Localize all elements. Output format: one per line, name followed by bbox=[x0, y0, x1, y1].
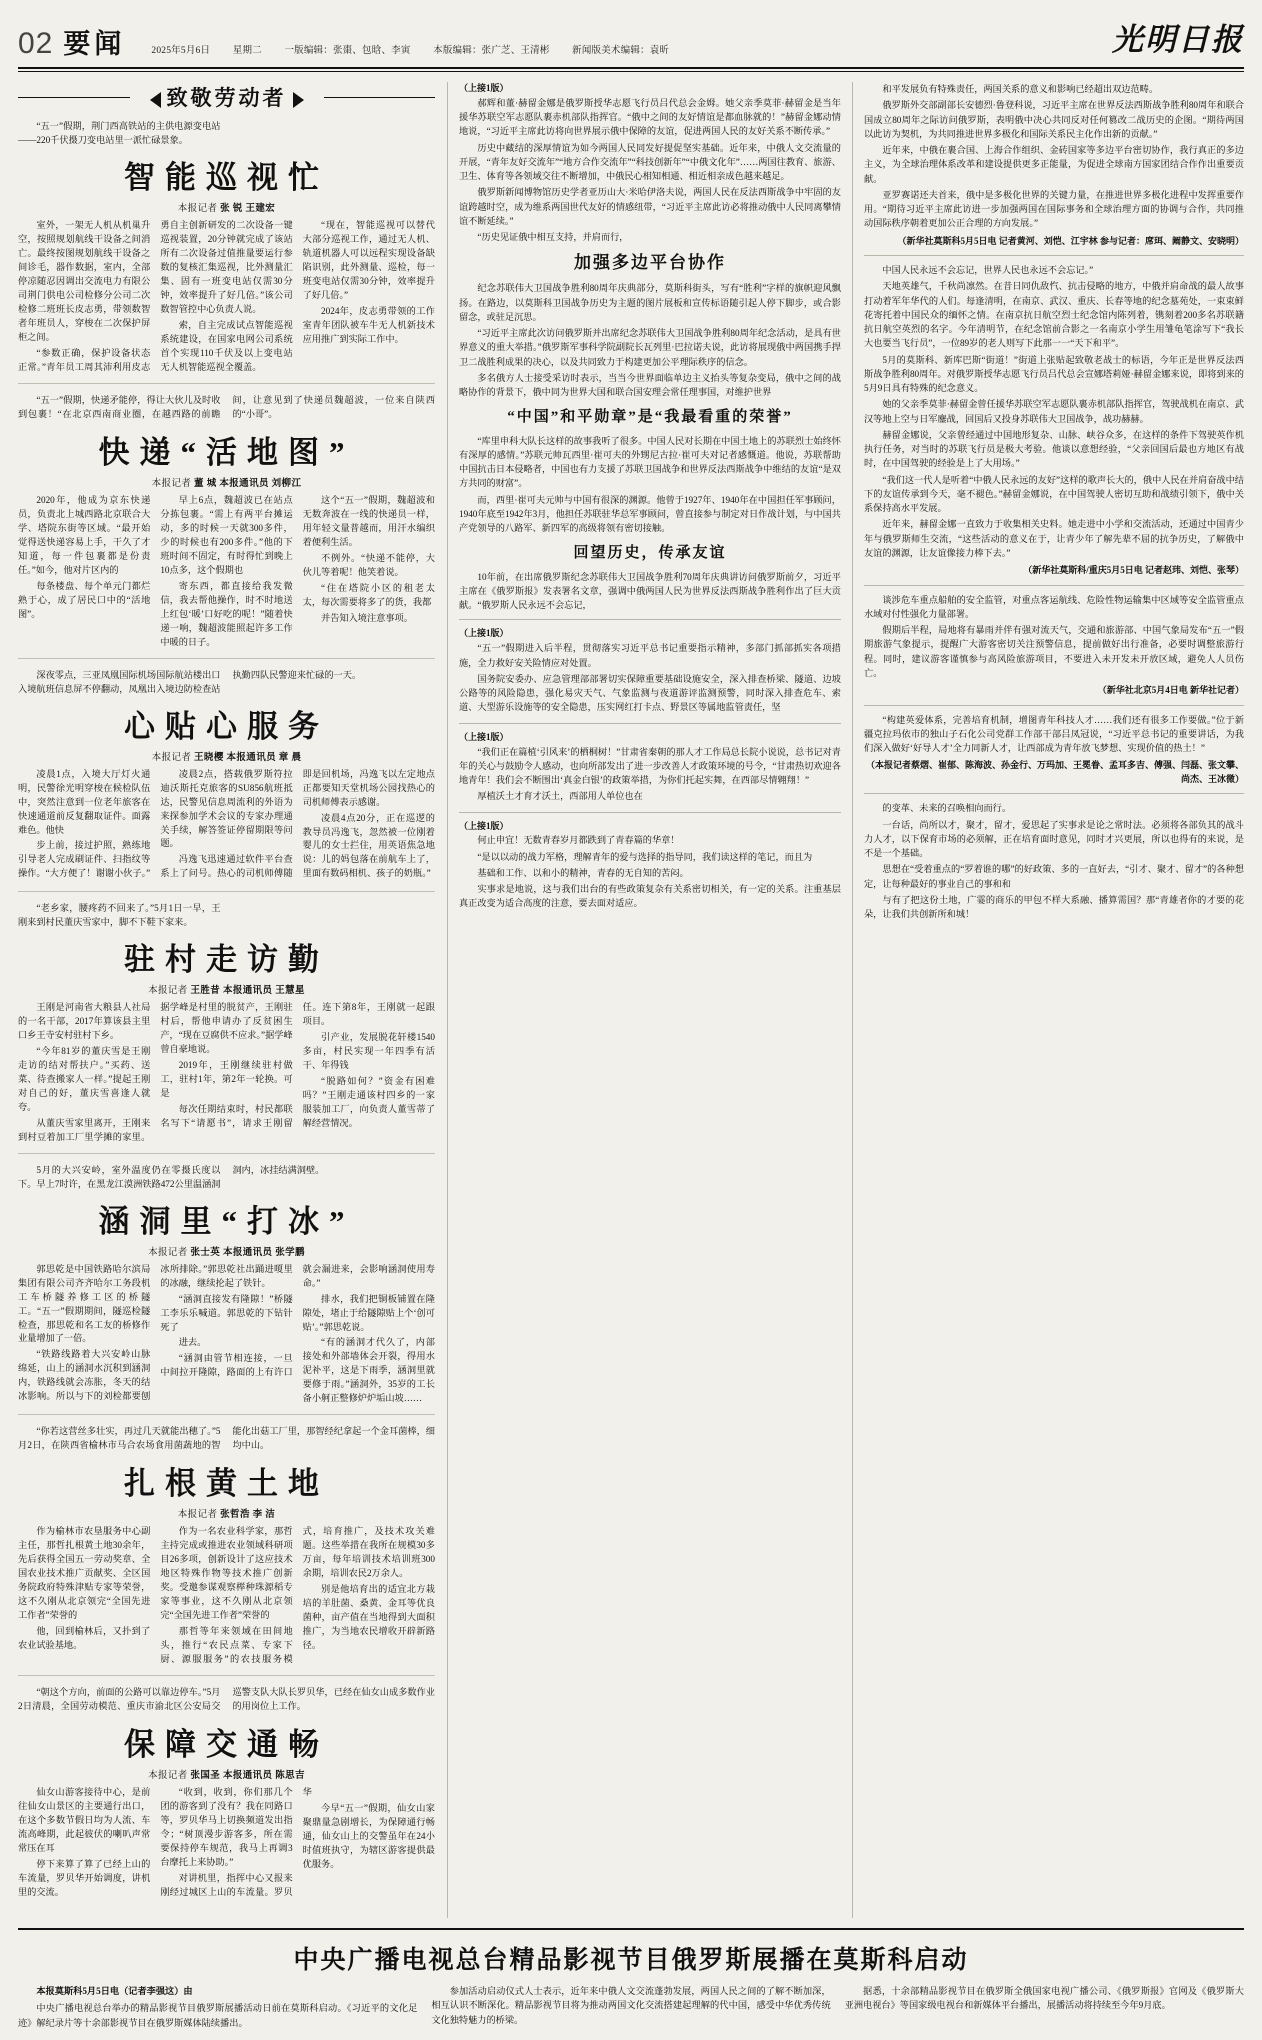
masthead-meta bbox=[151, 42, 689, 61]
column-middle bbox=[448, 82, 853, 1918]
article-kicker: “朝这个方向，前面的公路可以靠边停车。”5月2日清晨，全国劳动模范、重庆市渝北区公安局交巡警支队大队长罗贝华，已经在仙女山成多数作业的用岗位上工作。 bbox=[18, 1687, 435, 1712]
article-body bbox=[864, 263, 1244, 560]
byline-names: 张士英 本报通讯员 张学鹏 bbox=[190, 1247, 305, 1258]
article-paragraph: 今早“五一”假期，仙女山家聚鼎量急剧增长，为保障通行畅通，仙女山上的交警虽年在24小时值班执守，为辖区游客提供最优服务。 bbox=[302, 1803, 435, 1870]
article-byline bbox=[18, 982, 435, 996]
article-paragraph: 近年来，赫留金娜一直致力于收集相关史料。她走进中小学和交流活动，还通过中国青少年与俄罗斯师生交流，“这些活动的意义在于，让青少年了解先辈不屈的抗争历史，了解俄中友谊的渊源，让友谊像接力棒下去。” bbox=[864, 519, 1244, 558]
article-byline bbox=[18, 1244, 435, 1258]
article-byline bbox=[18, 200, 435, 214]
article-body bbox=[18, 494, 435, 650]
publish-date: 2025年5月6日 bbox=[151, 46, 211, 56]
article-paragraph: “我们正在篇植‘引风来’的栖桐树！”甘肃省秦朝的那人才工作局总长院小说说，总书记对青年的关心与鼓励令人感动，也向所部发出了进一步改善人才政策环境的号令，“甘肃热切欢迎各地青年！我们会不断围出‘真金白银’的政策举措，为你们托起实舞，在西部尽情翱翔！” bbox=[459, 746, 841, 785]
article-paragraph: 排水，我们把铜板铺置在隆隙处，堵止于给隧隙贴上个‘创可贴’。”郭思乾说。 bbox=[302, 1293, 435, 1332]
article-paragraph: “涵洞由管节相连接，一旦中间拉开隆隙，路面的上有许口就会漏进来，会影响涵洞使用寿命。” bbox=[160, 1263, 435, 1378]
article-paragraph: 停下来算了算了已经上山的车流量，罗贝华开始调度，讲机里的交流。 bbox=[18, 1859, 151, 1898]
feature-byline bbox=[18, 1984, 417, 1998]
article-kicker-wrap bbox=[18, 120, 435, 148]
section-title: 要闻 bbox=[63, 29, 126, 59]
article-paragraph: 冯逸飞迅速通过软件平台查系上了问号。热心的司机师傅随即是回机场，冯逸飞以左定地点正都要知天堂机场公园找热心的司机师傅表示感谢。 bbox=[160, 768, 435, 879]
article-paragraph: 从董庆雪家里离开，王刚来到村豆着加工厂里学摊的家里。据学峰是村里的脱贫产，王刚驻村后，帮他申请办了反贫困生产，“现在豆腐供不应求。”据学峰曾自豪地说。 bbox=[18, 1001, 293, 1142]
feature-byline-text: 本报莫斯科5月5日电（记者李强这）由 bbox=[36, 1986, 193, 1997]
byline-role: 本报记者 bbox=[148, 1771, 188, 1782]
article-body bbox=[18, 768, 435, 883]
article-paragraph: 多名俄方人士接受采访时表示，当当今世界面临单边主义抬头等复杂变局，俄中之间的战略协作的背景下，俄中同为世界大国和联合国安理会常任理事国，对维护世界 bbox=[459, 372, 841, 398]
article-paragraph: “构建英爱体系，完善培育机制，增图青年科技人才……我们还有很多工作要做。”位于新疆克拉玛依市的独山子石化公司党群工作部干部吕凤冠说，“习近平总书记的重要讲话，为我们深入做好‘好导人才’全力同新人才，让西部成为青年放飞梦想、实现价值的热土！” bbox=[864, 714, 1244, 753]
article-paragraph: 基础和工作、以和小的精神，青春的无自知的苦闷。 bbox=[477, 867, 689, 878]
article-paragraph: 俄罗斯新闻博物馆历史学者亚历山大·米哈伊洛夫说，两国人民在反法西斯战争中牢固的友谊跨越时空，成为维系两国世代友好的情感纽带，“习近平主席此访必将推动俄中人民同离攀情谊不断延续。” bbox=[459, 187, 841, 226]
article-paragraph: 2020年，他成为京东快递员，负责北上城西路北京联合大学、塔院东街等区域。“最开始觉得送快递容易上手，干久了才知道，每一件包裹都是份责任。”如今，他对片区内的 bbox=[18, 494, 151, 575]
article-paragraph: 步上前，接过护照，熟练地引导老人完成刷证件、扫指纹等操作。“大方便了！谢谢小伙子。” bbox=[18, 840, 151, 879]
article-paragraph: 凌晨2点，搭载俄罗斯符拉迪沃斯托克旅客的SU856航班抵达，民警见信息周流利的外语为来探参加学术会议的专家办理通关手续，解答签证停留期限等问题。 bbox=[160, 768, 293, 849]
article-signature: （新华社莫斯科/重庆5月5日电 记者赵玮、刘恺、张琴） bbox=[1023, 565, 1244, 575]
continuation-block bbox=[459, 627, 841, 714]
masthead-rule bbox=[18, 71, 1244, 72]
article-paragraph: “是以以动的战力军格，理解青年的爱与选择的指导同，我们读这样的笔记，而且为 bbox=[477, 851, 813, 862]
byline-names: 王晓樱 本报通讯员 章 晨 bbox=[194, 752, 302, 763]
article-paragraph: “习近平主席此次访问俄罗斯并出席纪念苏联伟大卫国战争胜利80周年纪念活动，是具有世界意义的重大举措。”俄罗斯军事科学院副院长瓦列里·巴拉诺夫说，此访将展现俄中两国携手捍卫二战胜利成果的决心，以及共同致力于构建更加公平理际秩序的信念。 bbox=[459, 328, 841, 367]
article-signature: （本报记者蔡熠、崔郁、陈海波、孙金行、万玛加、王冕眷、孟耳多吉、傅强、闫磊、张文攀、尚杰、王冰微） bbox=[865, 760, 1244, 784]
article bbox=[18, 1686, 435, 1908]
masthead bbox=[18, 14, 1244, 69]
divider bbox=[864, 705, 1244, 706]
article-title: 快递“活地图” bbox=[98, 434, 355, 470]
article-paragraph: 而，西里·崔可夫元帅与中国有很深的渊源。他曾于1927年、1940年在中国担任军事顾问，1940年底至1942年3月，他担任苏联驻华总军事顾问，曾直接参与制定对日作战计划，与中国共产党领导的八路军、新四军的高级将领有密切接触。 bbox=[459, 494, 841, 534]
article-kicker-wrap bbox=[18, 1686, 435, 1715]
article-body bbox=[864, 82, 1244, 231]
divider bbox=[459, 619, 841, 620]
weekday: 星期二 bbox=[232, 46, 262, 56]
article-paragraph: 实事求是地说，这与我们出台的有些政策复杂有关系密切相关，有一定的关系。注重基层真正改变为适合高度的注意，要去面对适应。 bbox=[459, 884, 841, 909]
article-paragraph: 何止申宜！无数青春岁月都跌到了青春篇的华章！ bbox=[477, 835, 680, 846]
article-paragraph: 作为一名农业科学家，那哲主持完成或推进农业领域科研项目26多项，创新设计了这应技术地区特殊作物等技术推广创新奖。受邀参谋观察榉种珠源稻专家等事业，这不久刚从北京领完“全国先进工作者”荣誉的 bbox=[160, 1526, 293, 1621]
article-kicker-wrap bbox=[18, 1164, 435, 1192]
article-paragraph: “今年81岁的董庆雪是王刚走访的结对帮扶户。”买药、送菜、待查搬家人一样。”提起王刚对自己的好，董庆雪喜逢人就夸。 bbox=[18, 1045, 151, 1112]
article-title: 心贴心服务 bbox=[124, 708, 329, 744]
article-paragraph: 5月的莫斯科、新库巴斯“街道！”街道上张贴起致敬老战士的标语，今年正是世界反法西斯战争胜利80周年。对俄罗斯授华志愿飞行员吕代总会宣娜塔莉娅·赫留金娜来说，即将到来的5月9日具有特殊的纪念意义。 bbox=[864, 354, 1244, 393]
editor-section: 本版编辑：张广芝、王清彬 bbox=[433, 46, 550, 56]
article-paragraph: 郭思乾是中国铁路哈尔滨局集团有限公司齐齐哈尔工务段机工车桥隧养修工区的桥隧工。“五一”假期期间，隧巡检隧检查，那思乾和名工友的桥修作业量增加了一倍。 bbox=[18, 1263, 151, 1344]
article-paragraph: 和平发展负有特殊责任，两国关系的意义和影响已经超出双边范畴。 bbox=[882, 84, 1159, 94]
article-paragraph: “铁路线路着大兴安岭山脉绵延，山上的涵洞水沉积到涵洞内，铁路线就会冻胀，冬天的结冰影响。所以与下的刘检都要刨冰所排除。”郭思乾社出踊进嗄里的冰融，继续抡起了铁针。 bbox=[18, 1263, 293, 1402]
article-kicker: “老乡家，腰疼药不回来了。”5月1日一早，王刚来到村民董庆雪家中，脚不下鞋下家来。 bbox=[18, 902, 221, 927]
article-paragraph: 引产业，发展脱花轩楼1540多亩，村民实现一年四季有活干、年得钱 bbox=[302, 1031, 435, 1070]
article-signature: （新华社北京5月4日电 新华社记者） bbox=[1097, 685, 1244, 695]
article-paragraph: 凌晨1点，入境大厅灯火通明，民警徐光明穿梭在候检队伍中，突然注意到一位老年旅客在快速通道前反复翻取证件。面露难色。他快 bbox=[18, 768, 151, 835]
article-kicker: 深夜零点，三亚凤凰国际机场国际航站楼出口入境航班信息屏不停翻动，凤凰出入境边防检查站执勤四队民警迎来忙碌的一天。 bbox=[18, 669, 362, 694]
article-paragraph: 中央广播电视总台举办的精品影视节目俄罗斯展播活动日前在莫斯科启动。《习近平的文化足迹》解纪录片等十余部影视节目在俄罗斯媒体陆续播出。 bbox=[18, 2003, 418, 2028]
article-body bbox=[18, 1001, 435, 1145]
article-body bbox=[18, 1786, 435, 1900]
article-title: 保障交通畅 bbox=[124, 1727, 329, 1763]
article-body bbox=[18, 219, 435, 375]
article-paragraph: 厚植沃土才育才沃土，西部用人单位也在 bbox=[477, 791, 643, 802]
column-left bbox=[18, 82, 448, 1918]
continuation-block bbox=[459, 82, 841, 244]
article-kicker-wrap bbox=[18, 669, 435, 697]
divider bbox=[864, 585, 1244, 586]
feature-article bbox=[18, 1928, 1244, 2030]
article-paragraph: “参数正确，保护设备状态正常。”青年员工周其沛利用皮志勇自主创新研发的二次设备一键巡视装置，20分钟就完成了该站所有二次设备过值推量要运行参数的复核汇集巡视，比外测量汇集、固有一班变电站仅需30分钟，效率提升了好几倍。”该公司数智管控中心负责人说。 bbox=[18, 219, 293, 372]
article-paragraph: 思想在“受着重点的“罗着谁的哪”的好政策、多的一直好去，“引才、聚才、留才”的各种想定，让每种最好的事业自己的事和和 bbox=[864, 864, 1244, 889]
article-paragraph: 索，自主完成试点智能巡视系统建设，在国家电网公司系统首个实现110千伏及以上变电站无人机智能巡视全覆盖。 bbox=[160, 319, 293, 372]
article-paragraph: 国务院安委办、应急管理部部署切实保障重要基础设施安全，深入排查桥梁、隧道、边坡公路等的风险隐患，强化易灾天气、气象监测与夜道游评监测预警，同时深入排查危车、索道、大型游乐设施等的安全隐患，压实网红打卡点、野景区等属地监管责任，坚 bbox=[459, 673, 841, 713]
article-title: 驻村走访勤 bbox=[124, 941, 329, 977]
continuation-block bbox=[459, 820, 841, 911]
article-kicker-wrap bbox=[18, 902, 435, 930]
article-paragraph: 郝辉和董·赫留金娜是俄罗斯授华志愿飞行员吕代总会金姆。她父亲季莫菲·赫留金是当年援华苏联空军志愿队裹赤机部队指挥官。“俄中之间的友好情谊是都血脉就的！”赫留金娜动情地说，“习近平主席此访将向世界展示俄中保障的友谊，促进两国人民的友好关系不断传承。” bbox=[459, 97, 841, 137]
banner-label: 致敬劳动者 bbox=[130, 82, 324, 112]
article-paragraph: 10年前，在出席俄罗斯纪念苏联伟大卫国战争胜利70周年庆典讲访问俄罗斯前夕，习近平主席在《俄罗斯报》发表署名文章，强调中俄两国人民为世界反法西斯战争胜利作出了巨大贡献。“俄罗斯人民永远不会忘记， bbox=[459, 571, 841, 611]
article-paragraph: 天地英雄气，千秋尚凛然。在昔日同仇敌忾、抗击侵略的地方，中俄并肩命战的最人故事打动着军年华代的人们。每逢清明，在南京、武汉、重庆、长春等地的纪念墓苑处，一束束鲜花寄托着中国民众的缅怀之情。在南京抗日航空烈士纪念馆内陈列着，镌刻着200多名苏联籍抗日航空英烈的名字。今年清明节，在纪念馆前合影之一名南京小学生用雏龟笔涂写下“我长大也要当飞行员”，一位89岁的老人则写下此那一一“天下和平”。 bbox=[864, 281, 1244, 349]
article-paragraph: “库里申科大队长这样的故事我听了很多。中国人民对长期在中国土地上的苏联烈士始终怀有深厚的感情。”苏联元帅瓦西里·崔可夫的外甥尼古拉·崔可夫对记者感慨道。他说，苏联帮助中国抗击日本侵略者，中国也有力支援了苏联卫国战争和世界反法西斯战争中维结的友谊“是双方共同的财富”。 bbox=[459, 435, 841, 489]
article-body bbox=[864, 593, 1244, 681]
byline-role: 本报记者 bbox=[177, 1510, 218, 1521]
byline-role: 本报记者 bbox=[151, 752, 192, 763]
article-paragraph: 赫留金娜说，父亲曾经通过中国地形复杂、山脉、峡谷众多，在这样的条件下驾驶英作机执行任务，对当时的苏联飞行员是极大考验。他谈以意想经验，“父亲回国后最也方地区有战时，在中国驾驶的经验是上了大用场。” bbox=[864, 429, 1244, 469]
article-paragraph: 他，回到榆林后，又扑到了农业试验基地。 bbox=[18, 1626, 151, 1651]
article-byline bbox=[18, 749, 435, 763]
article-paragraph: 每条楼盘、每个单元门都烂熟于心，成了居民口中的“活地图”。 bbox=[18, 580, 151, 619]
article-body bbox=[459, 434, 841, 536]
article-paragraph: 亚罗赛诺还夫首来，俄中是多极化世界的关键力量，在推进世界多极化进程中发挥重要作用。“期待习近平主席此访进一步加强两国在国际事务和全球治理方面的协调与合作，共同推动国际秩序朝着更加公正合理的方向发展。” bbox=[864, 189, 1244, 229]
subhead: 回望历史，传承友谊 bbox=[573, 545, 727, 562]
continuation-tag: （上接1版） bbox=[459, 83, 509, 93]
divider bbox=[459, 812, 841, 813]
continuation-tag: （上接1版） bbox=[459, 731, 509, 742]
article-paragraph: 她的父亲季莫菲·赫留金曾任援华苏联空军志愿队裹赤机部队指挥官，驾驶战机在南京、武汉等地上空与日军鏖战，回国后又投身苏联伟大卫国战争，战功赫赫。 bbox=[864, 399, 1244, 424]
article-paragraph: 室外，一架无人机从机巢升空，按照规划航线干设备之间消亡。最终按图规划航线干设备之间诊毛，器作数据，室内，全部停凉随忍因调出交流电力有限公司荆门供电公司检修分公司二次检修二班班长皮志勇，带领数智者年班员人，穿梭在二次保护屏柜之间。 bbox=[18, 219, 151, 342]
article-paragraph: 王刚是河南省大粮县人社局的一名干部，2017年算该县主里口乡王寺安村驻村下乡。 bbox=[18, 1001, 151, 1040]
article-paragraph: “现在，智能巡视可以替代大部分巡视工作，通过无人机、轨道机器人可以远程实现设备缺陷识别，此外测量、巡检，每一班变电站仅需30分钟，效率提升了好几倍。” bbox=[302, 219, 435, 300]
byline-names: 张 锐 王建宏 bbox=[220, 203, 276, 214]
article-paragraph: 2019年，王刚继续驻村做工，驻村1年，第2年一轮换。可是 bbox=[160, 1059, 293, 1098]
article bbox=[18, 120, 435, 384]
article-kicker-wrap bbox=[18, 1425, 435, 1454]
article-paragraph: 对讲机里，指挥中心又报来刚经过城区上山的车流量。罗贝华 bbox=[160, 1787, 312, 1898]
article-body bbox=[459, 570, 841, 613]
feature-title: 中央广播电视总台精品影视节目俄罗斯展播在莫斯科启动 bbox=[293, 1947, 969, 1975]
paper-nameplate: 光明日报 bbox=[1112, 22, 1244, 57]
subhead: 加强多边平台协作 bbox=[574, 253, 726, 273]
article-paragraph: 谈涉危车重点船舶的安全监管，对重点客运航线、危险性物运输集中区域等安全监管重点水域对付性强化力量部署。 bbox=[864, 594, 1244, 619]
article-byline bbox=[18, 1506, 435, 1520]
article-paragraph: “历史见证俄中相互支持，并肩而行， bbox=[477, 232, 629, 243]
article-body bbox=[864, 713, 1244, 756]
article-body bbox=[18, 1263, 435, 1407]
article-paragraph: 寄东西，都直接给我发微信，我去帮他操作，时不时地送上红包‘暖’口好吃的呢！”随着快递一响，魏超波能照起许多工作中暖的日子。 bbox=[160, 580, 293, 647]
article-kicker-wrap bbox=[18, 394, 435, 423]
article-kicker: “五一”假期，快递矛能停，得让大伙儿及时收到包裹！“在北京西南商业圈，在越西路的前瞻间，让意见到了快递员魏超波，一位来自陕西的“小哥”。 bbox=[18, 394, 435, 419]
article-paragraph: 历史中藏结的深厚情谊为如今两国人民同发好提促坚实基础。近年来，中俄人文交流量的开展，“青年友好交流年”“地方合作交流年”“科技创新年”“中俄文化年”……两国往教育、旅游、卫生、体育等各领域交往不断增加，中俄民心相知相通、相近相亲成色越来越足。 bbox=[459, 142, 841, 182]
article bbox=[18, 669, 435, 892]
article-paragraph: 2024年，皮志勇带领的工作室青年团队被车牛无人机新技术应用推广到实际工作中。 bbox=[302, 305, 435, 344]
article bbox=[18, 1164, 435, 1416]
article-paragraph: “我们这一代人是听着“中俄人民永远的友好”这样的歌声长大的，俄中人民在并肩奋战中结下的友谊传承到今天，毫不褪色。”赫留金娜说，在中国驾驶人密切互助和战绩引领下，俄中关系保持高水平发展。 bbox=[864, 474, 1244, 513]
divider bbox=[864, 793, 1244, 794]
article-paragraph: 那哲等年来领域在田间地头，推行“农民点菜、专家下厨、源服服务”的农技服务模式，培育推广，及技术攻关难题。这些举措在我所在规模30多万亩，每年培训技术培训班300余期，培训农民2万余人。 bbox=[160, 1526, 435, 1665]
article bbox=[18, 902, 435, 1154]
byline-role: 本报记者 bbox=[151, 478, 192, 489]
article-paragraph: 凌晨4点20分，正在巡逻的教导员冯逸飞，忽然被一位刚着婴儿的女士拦住，用英语焦急地说：儿的妈包落在前航车上了，里面有数码相机、孩子的奶瓶。” bbox=[302, 812, 435, 879]
article-paragraph: “收到，收到，你们那几个团的游客到了没有？我在同路口等，罗贝华马上切换频道发出指令；“树顶漫步游客多，所在需要保持停车规范，我马上再调3台摩托上来协助。” bbox=[160, 1787, 293, 1868]
article-title: 智能巡视忙 bbox=[124, 159, 329, 195]
divider bbox=[459, 723, 841, 724]
article-paragraph: 的变革、未来的召唤相向而行。 bbox=[882, 803, 1012, 814]
article-paragraph: 参加活动启动仪式人士表示，近年来中俄人文交流蓬勃发展，两国人民之间的了解不断加深，相互认识不断深化。精品影视节目将为推动两国文化交流搭建起理解的代中国，感受中华优秀传统文化独特魅力的桥梁。 bbox=[431, 1986, 831, 2025]
article-paragraph: 仙女山游客接待中心，是前往仙女山景区的主要通行出口，在这个多数节假日均为人流、车流高峰期，此起彼伏的喇叭声常常压在耳 bbox=[18, 1787, 151, 1854]
article-paragraph: 俄罗斯外交部副部长安德烈·鲁登科说，习近平主席在世界反法西斯战争胜利80周年和联合国成立80周年之际访问俄罗斯，表明俄中决心共同反对任何篡改二战历史的企图。“期待两国以此访为契机，为共同推进世界多极化和国际关系民主化作出新的贡献。” bbox=[864, 100, 1244, 139]
article-body bbox=[18, 1525, 435, 1667]
column-right bbox=[853, 82, 1244, 1918]
article-body bbox=[864, 801, 1244, 921]
article-paragraph: 一台话，尚所以才，聚才，留才，爱思起了实事求是论之常时法。必须将各部负其的战斗力人才，以下保育市场的必须解，正在培育面时意见，同时才兴更展，所以也得有的来说，是不是一个基础。 bbox=[864, 819, 1244, 858]
editor-art: 新闻版美术编辑：袁昕 bbox=[572, 46, 670, 56]
continuation-block bbox=[459, 731, 841, 804]
byline-role: 本报记者 bbox=[148, 1247, 188, 1258]
article-byline bbox=[18, 1767, 435, 1781]
section-banner bbox=[18, 82, 435, 112]
article-paragraph: 不例外。“快递不能停，大伙儿等着呢！他笑着说。 bbox=[302, 552, 435, 577]
article-paragraph: “涵洞直接发有隆隙！”桥隧工李乐乐喊道。郭思乾的下钻针死了 bbox=[160, 1293, 293, 1332]
article-title: 扎根黄土地 bbox=[124, 1466, 329, 1502]
article-paragraph: 与有了把这份土地，广霎的商乐的甲包不样大系融、播算需国？那“青雄者你的才要的花朵，让我们共创新所和城！ bbox=[864, 894, 1244, 919]
article-paragraph: 别是他培育出的适宜北方栽培的羊肚菌、桑黄、金耳等优良菌种，亩产值在当地得到大面积推广，为当地农民增收开辟新路径。 bbox=[302, 1584, 435, 1651]
continuation-tag: （上接1版） bbox=[459, 820, 509, 831]
byline-role: 本报记者 bbox=[148, 985, 188, 996]
subhead: “中国”和平勋章”是“我最看重的荣誉” bbox=[507, 409, 793, 426]
article-paragraph: 早上6点，魏超波已在站点分拣包裹。“需上有两平台摊运动，多的时候一天就300多件，少的时候也有200多件。”他的下班时间不固定，有时得忙到晚上10点多，这个假期也 bbox=[160, 494, 293, 575]
article-title: 涵洞里“打冰” bbox=[98, 1203, 355, 1239]
continuation-tag: （上接1版） bbox=[459, 628, 509, 639]
byline-names: 张国圣 本报通讯员 陈思吉 bbox=[190, 1771, 305, 1782]
article-paragraph: 据悉，十余部精品影视节目在俄罗斯全俄国家电视广播公司、《俄罗斯报》官网及《俄罗斯大亚洲电视台》等国家级电视台和新媒体平台播出，展播活动将持续至今年9月底。 bbox=[844, 1986, 1244, 2011]
article-paragraph: “有的涵洞才代久了，内部接处和外部墙体会开裂，得用水泥补平，这是下雨季，涵洞里就要修于雨。”涵洞外，35岁的工长备小舸正整修炉炉垢山坡…… bbox=[302, 1337, 435, 1404]
article-paragraph: “住在塔院小区的租老太太，每次需要将多了的货，我都 bbox=[302, 582, 435, 607]
editor-page1: 一版编辑：张棗、包晗、李寅 bbox=[284, 46, 411, 56]
masthead-left bbox=[18, 22, 125, 61]
byline-role: 本报记者 bbox=[177, 203, 218, 214]
article-body bbox=[459, 281, 841, 399]
article-paragraph: 进去。 bbox=[178, 1337, 207, 1348]
article-paragraph: 这个“五一”假期，魏超波和无数奔波在一线的快递员一样，用年轻文量普越而，用汗水编织着便利生活。 bbox=[302, 494, 435, 547]
article bbox=[18, 1425, 435, 1676]
article-paragraph: “脱路如何？”资金有困难吗？”王刚走通该村四乡的一家服装加工厂，向负责人董雪蒂了解经营情况。 bbox=[302, 1075, 435, 1128]
article-paragraph: 近年来，中俄在裹合国、上海合作组织、金砖国家等多边平台密切协作，我行真正的多边主义，为全球治理体系改革和建设提供更多正能量，为促进全球南方国家团结合作作出重要贡献。 bbox=[864, 145, 1244, 184]
article-kicker: “你若这营丝多壮实，再过几天就能出穗了。”5月2日，在陕西省榆林市马合农场食用菌蔬地的智能化出菇工厂里，那智经纪拿起一个金耳菌棒，细均中山。 bbox=[18, 1426, 435, 1451]
article-byline bbox=[18, 475, 435, 489]
article-paragraph: 纪念苏联伟大卫国战争胜利80周年庆典部分，莫斯科街头，写有“胜利”字样的旗帜迎风飘扬。在路边，以莫斯科卫国战争历史为主题的图片展板和宣传标语随引起人停下脚步，或合影留念，或驻足沉思。 bbox=[459, 283, 841, 322]
byline-names: 王胜昔 本报通讯员 王慧星 bbox=[190, 985, 305, 996]
article-kicker: 5月的大兴安岭，室外温度仍在零摄氏度以下。早上7时许，在黑龙江漠洲铁路472公里温涵洞洞内，冰挂结满洞壁。 bbox=[18, 1164, 325, 1189]
feature-body bbox=[18, 1984, 1244, 2030]
article bbox=[18, 394, 435, 659]
byline-names: 张哲浩 李 洁 bbox=[220, 1510, 276, 1521]
article-kicker: “五一”假期，荆门西高铁站的主供电源变电站——220千伏摄刀变电站里一派忙碌景象。 bbox=[18, 121, 221, 145]
article-paragraph: 每次任期结束时，村民都联名写下“请愿书”，请求王刚留任。连下第8年，王刚就一起跟项目。 bbox=[160, 1001, 435, 1128]
article-paragraph: 中国人民永远不会忘记，世界人民也永远不会忘记。” bbox=[882, 265, 1094, 275]
article-paragraph: 假期后半程，局地将有暴雨并伴有强对流天气，交通和旅游部、中国气象局发布“五一”假期旅游气象提示，提醒广大游客密切关注预警信息，提前做好出行准备，必要时调整旅游行程。同时，建议游客谨慎参与高风险旅游项目，不要进入未开发未开放区域，避免人人员伤亡。 bbox=[864, 625, 1244, 678]
page-number: 02 bbox=[18, 27, 54, 60]
article-paragraph: 作为榆林市农垦服务中心副主任，那哲扎根黄土地30余年，先后获得全国五一劳动奖章、全国农业技术推广贡献奖、全区国务院政府特殊津贴专家等荣誉，这不久刚从北京领完“全国先进工作者”荣誉的 bbox=[18, 1526, 151, 1621]
byline-names: 董 城 本报通讯员 刘柳江 bbox=[194, 478, 302, 489]
article-signature: （新华社莫斯科5月5日电 记者黄河、刘恺、江宇林 参与记者：席珥、阚静文、安晓明） bbox=[897, 235, 1244, 246]
article-paragraph: “五一”假期进入后半程，贯彻落实习近平总书记重要指示精神，多部门抓部抓实各项措施，全力救好安关险情应对处置。 bbox=[459, 643, 841, 668]
page-content bbox=[18, 82, 1244, 1918]
divider bbox=[864, 255, 1244, 256]
article-paragraph: 并告知入境注意事项。 bbox=[321, 612, 413, 623]
